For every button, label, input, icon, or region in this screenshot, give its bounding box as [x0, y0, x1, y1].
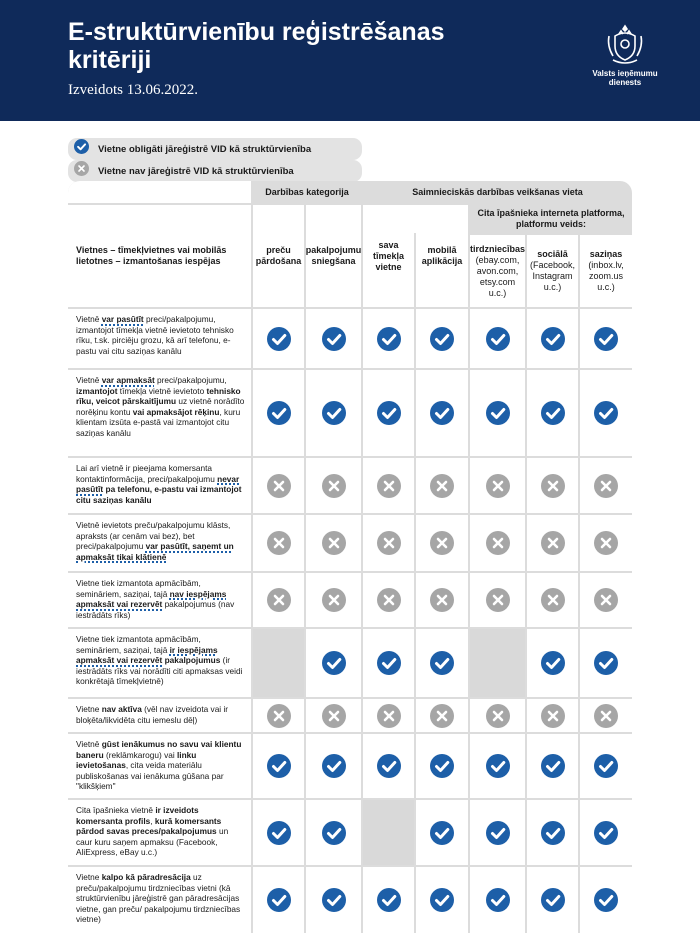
check-cell — [306, 800, 361, 865]
cross-cell — [527, 515, 578, 571]
check-icon — [322, 401, 346, 425]
column-header — [253, 205, 304, 307]
check-cell — [470, 309, 525, 368]
check-icon — [322, 888, 346, 912]
coat-of-arms-icon — [605, 22, 645, 66]
check-icon — [594, 327, 618, 351]
empty-cell — [253, 629, 304, 697]
cross-cell — [363, 699, 414, 732]
legend-no — [68, 160, 362, 182]
cross-icon — [430, 531, 454, 555]
cross-cell — [253, 458, 304, 513]
cross-icon — [267, 531, 291, 555]
check-icon — [377, 327, 401, 351]
vid-logo — [585, 22, 665, 87]
check-cell — [306, 309, 361, 368]
check-icon — [267, 327, 291, 351]
row-label: Vietne kalpo kā pāradresācija uz preču/pakalpojumu tirdzniecības vietni (kā struktūrvienību jāreģistrē gan pāradresācijas vietne, gan preču/ pakalpojumu tirdzniecības vietne) — [68, 867, 251, 933]
corner-label: Vietnes – tīmekļvietnes vai mobilās lietotnes – izmantošanas iespējas — [68, 205, 251, 307]
check-cell — [253, 370, 304, 456]
cross-icon — [541, 474, 565, 498]
check-cell — [363, 309, 414, 368]
cross-cell — [306, 573, 361, 627]
cross-cell — [470, 573, 525, 627]
check-icon — [322, 327, 346, 351]
cross-icon — [486, 474, 510, 498]
check-cell — [580, 309, 632, 368]
cross-icon — [267, 474, 291, 498]
cross-cell — [306, 699, 361, 732]
empty-cell — [470, 629, 525, 697]
cross-cell — [363, 515, 414, 571]
cross-icon — [486, 704, 510, 728]
check-icon — [594, 821, 618, 845]
group-platform-header: Cita īpašnieka interneta platforma, platformu veids: — [477, 208, 625, 229]
check-icon — [541, 821, 565, 845]
group-activity-header: Darbības kategorija — [265, 186, 349, 197]
cross-cell — [580, 515, 632, 571]
cross-icon — [322, 704, 346, 728]
cross-cell — [580, 573, 632, 627]
empty-cell — [363, 800, 414, 865]
check-icon — [430, 651, 454, 675]
cross-icon — [267, 704, 291, 728]
cross-icon — [377, 588, 401, 612]
cross-cell — [363, 458, 414, 513]
check-cell — [416, 370, 468, 456]
cross-cell — [253, 515, 304, 571]
check-cell — [580, 734, 632, 798]
group-place-header: Saimnieciskās darbības veikšanas vieta — [412, 186, 583, 197]
cross-icon — [594, 474, 618, 498]
check-icon — [486, 401, 510, 425]
cross-icon — [267, 588, 291, 612]
legend-yes-label: Vietne obligāti jāreģistrē VID kā struktūrvienība — [98, 143, 312, 155]
cross-icon — [486, 531, 510, 555]
check-icon — [267, 888, 291, 912]
column-header — [470, 235, 525, 307]
check-icon — [486, 888, 510, 912]
cross-cell — [580, 458, 632, 513]
check-cell — [363, 370, 414, 456]
check-icon — [377, 754, 401, 778]
cross-icon — [486, 588, 510, 612]
cross-cell — [470, 515, 525, 571]
check-cell — [527, 629, 578, 697]
cross-icon — [541, 588, 565, 612]
check-cell — [470, 734, 525, 798]
cross-cell — [580, 699, 632, 732]
cross-cell — [470, 458, 525, 513]
check-cell — [306, 629, 361, 697]
cross-cell — [416, 458, 468, 513]
page-title: E-struktūrvienību reģistrēšanas kritēriji — [68, 18, 445, 74]
check-icon — [541, 651, 565, 675]
cross-icon — [322, 474, 346, 498]
row-label: Vietne tiek izmantota apmācībām, semināriem, saziņai, tajā nav iespējams apmaksāt vai rezervēt pakalpojumus (nav iestrādāts rīks) — [68, 573, 251, 627]
column-title: preču pārdošana — [255, 245, 302, 266]
column-title: mobilā aplikācija — [421, 245, 463, 266]
check-cell — [253, 867, 304, 933]
row-label: Vietnē var apmaksāt preci/pakalpojumu, izmantojot tīmekļa vietnē ievietoto tehnisko rīku, veicot pārskaitījumu uz vietnē norādīto norēķinu kontu vai apmaksājot rēķinu, kuru klientam izsūta e-pastā vai izmantojot citu saziņas kanālu — [68, 370, 251, 456]
cross-cell — [416, 573, 468, 627]
check-icon — [594, 401, 618, 425]
check-cell — [253, 309, 304, 368]
column-header — [306, 205, 361, 307]
check-icon — [430, 888, 454, 912]
column-subtitle: (inbox.lv, zoom.us u.c.) — [588, 260, 624, 292]
cross-cell — [527, 458, 578, 513]
column-title: saziņas — [589, 249, 623, 259]
column-subtitle: (Facebook, Instagram u.c.) — [529, 260, 576, 292]
column-title: pakalpojumu sniegšana — [305, 245, 362, 266]
cross-icon — [322, 588, 346, 612]
check-cell — [363, 734, 414, 798]
cross-cell — [527, 699, 578, 732]
check-icon — [267, 401, 291, 425]
cross-cell — [306, 515, 361, 571]
cross-icon — [377, 474, 401, 498]
cross-icon — [74, 161, 89, 181]
row-label: Vietne tiek izmantota apmācībām, semināriem, saziņai, tajā ir iespējams apmaksāt vai rezervēt pakalpojumus (ir iestrādāts rīks vai norādīti citi apmaksas veidi konkrētajā tīmekļvietnē) — [68, 629, 251, 697]
check-cell — [306, 370, 361, 456]
check-icon — [541, 327, 565, 351]
check-icon — [541, 401, 565, 425]
check-icon — [322, 651, 346, 675]
check-icon — [74, 139, 89, 159]
check-icon — [430, 821, 454, 845]
row-label: Vietne nav aktīva (vēl nav izveidota vai ir bloķēta/likvidēta citu iemeslu dēļ) — [68, 699, 251, 732]
check-icon — [486, 821, 510, 845]
column-title: sociālā — [537, 249, 568, 259]
cross-icon — [541, 704, 565, 728]
check-cell — [363, 629, 414, 697]
cross-cell — [416, 699, 468, 732]
check-cell — [416, 309, 468, 368]
check-cell — [580, 629, 632, 697]
check-icon — [594, 888, 618, 912]
cross-icon — [594, 588, 618, 612]
cross-icon — [430, 704, 454, 728]
check-cell — [580, 800, 632, 865]
cross-icon — [430, 474, 454, 498]
cross-cell — [253, 573, 304, 627]
cross-icon — [541, 531, 565, 555]
row-label: Vietnē gūst ienākumus no savu vai klientu baneru (reklāmkarogu) vai linku ievietošanas, cita veida materiālu publiskošanas vai ienākuma gūšana par "klikšķiem" — [68, 734, 251, 798]
logo-text: Valsts ieņēmumu dienests — [592, 69, 658, 87]
cross-cell — [470, 699, 525, 732]
check-cell — [306, 867, 361, 933]
row-label: Vietnē var pasūtīt preci/pakalpojumu, izmantojot tīmekļa vietnē ievietoto tehnisko rīku, t.sk. pirciēju grozu, kā arī telefonu, e-pastu vai citu saziņas kanālu — [68, 309, 251, 368]
cross-cell — [306, 458, 361, 513]
check-icon — [430, 401, 454, 425]
check-icon — [377, 651, 401, 675]
cross-icon — [322, 531, 346, 555]
check-cell — [580, 370, 632, 456]
check-cell — [416, 629, 468, 697]
check-icon — [322, 754, 346, 778]
check-icon — [541, 754, 565, 778]
page-header — [0, 0, 700, 121]
check-icon — [486, 754, 510, 778]
check-icon — [541, 888, 565, 912]
check-cell — [527, 867, 578, 933]
creation-date: Izveidots 13.06.2022. — [68, 82, 198, 98]
legend-no-label: Vietne nav jāreģistrē VID kā struktūrvienība — [98, 165, 294, 177]
legend-yes — [68, 138, 362, 160]
check-icon — [430, 754, 454, 778]
check-cell — [416, 867, 468, 933]
cross-icon — [594, 531, 618, 555]
check-cell — [527, 734, 578, 798]
cross-cell — [527, 573, 578, 627]
column-subtitle: (ebay.com, avon.com, etsy.com u.c.) — [475, 254, 520, 298]
check-icon — [430, 327, 454, 351]
check-cell — [253, 800, 304, 865]
header-filler — [363, 205, 468, 233]
check-cell — [306, 734, 361, 798]
check-cell — [470, 370, 525, 456]
check-icon — [594, 651, 618, 675]
column-title: sava tīmekļa vietne — [372, 239, 405, 272]
cross-cell — [416, 515, 468, 571]
check-cell — [527, 370, 578, 456]
check-cell — [527, 800, 578, 865]
check-icon — [486, 327, 510, 351]
check-cell — [416, 734, 468, 798]
column-header — [580, 235, 632, 307]
check-cell — [470, 867, 525, 933]
check-icon — [267, 754, 291, 778]
check-icon — [267, 821, 291, 845]
row-label: Cita īpašnieka vietnē ir izveidots komersanta profils, kurā komersants pārdod savas preces/pakalpojumus un caur kuru saņem apmaksu (Facebook, AliExpress, eBay u.c.) — [68, 800, 251, 865]
check-cell — [580, 867, 632, 933]
cross-icon — [377, 531, 401, 555]
cross-cell — [253, 699, 304, 732]
check-icon — [377, 888, 401, 912]
cross-cell — [363, 573, 414, 627]
column-header — [527, 235, 578, 307]
check-cell — [470, 800, 525, 865]
cross-icon — [430, 588, 454, 612]
check-cell — [527, 309, 578, 368]
cross-icon — [594, 704, 618, 728]
check-cell — [363, 867, 414, 933]
row-label: Lai arī vietnē ir pieejama komersanta kontaktinformācija, preci/pakalpojumu nevar pasūtīt pa telefonu, e-pastu vai izmantojot citu saziņas kanālu — [68, 458, 251, 513]
check-icon — [594, 754, 618, 778]
check-icon — [322, 821, 346, 845]
check-cell — [253, 734, 304, 798]
check-icon — [377, 401, 401, 425]
row-label: Vietnē ievietots preču/pakalpojumu klāsts, apraksts (ar cenām vai bez), bet preci/pakalpojumu var pasūtīt, saņemt un apmaksāt tikai klātienē — [68, 515, 251, 571]
check-cell — [416, 800, 468, 865]
column-title: tirdzniecības — [470, 243, 526, 254]
cross-icon — [377, 704, 401, 728]
header-filler — [68, 181, 251, 203]
